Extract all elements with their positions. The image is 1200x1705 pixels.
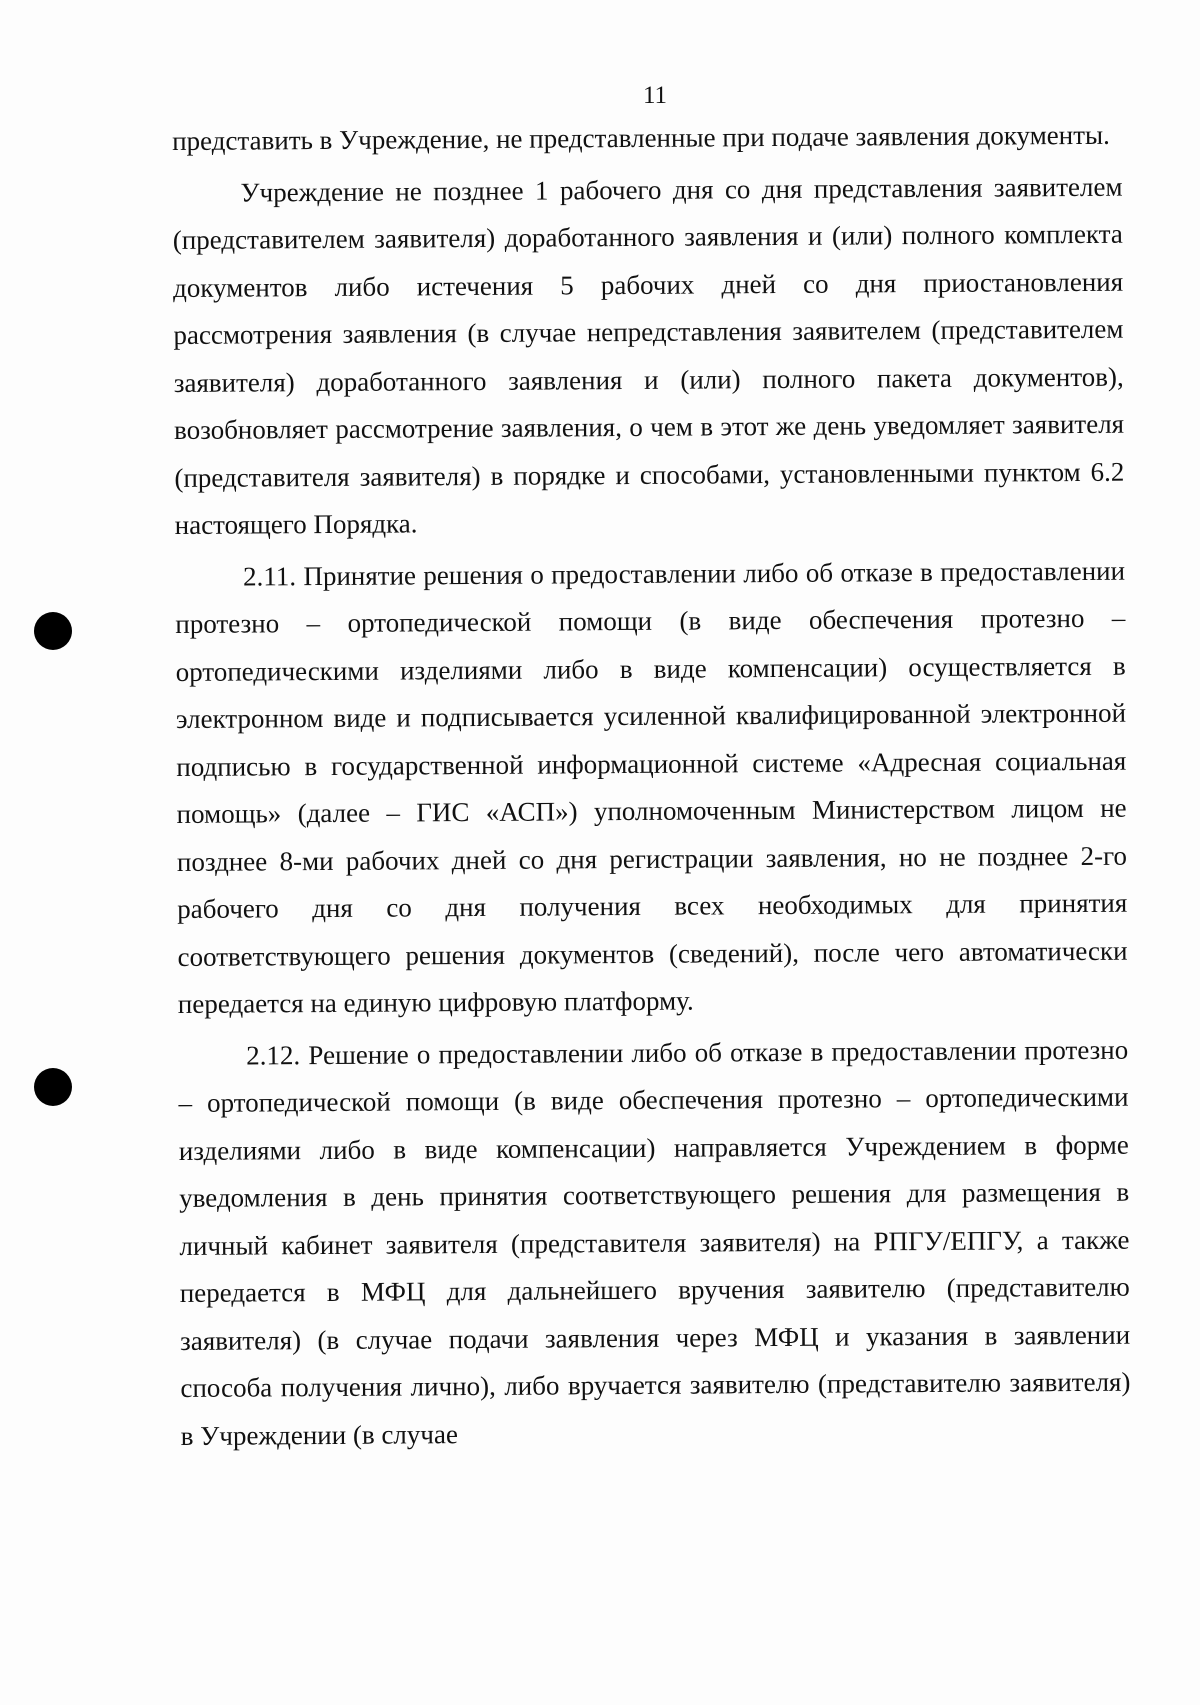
paragraph-2-12: 2.12. Решение о предоставлении либо об отказе в предоставлении протезно – ортопедической помощи (в виде обеспечения протезно – ортопедическими изделиями либо в виде компенсации) направляется Учреждением в форме уведомления в день принятия соответствующего решения для размещения в личный кабинет заявителя (представителя заявителя) на РПГУ/ЕПГУ, а также передается в МФЦ для дальнейшего вручения заявителю (представителю заявителя) (в случае подачи заявления через МФЦ и указания в заявлении способа получения лично), либо вручается заявителю (представителю заявителя) в Учреждении (в случае: [178, 1034, 1131, 1451]
page-number: 11: [642, 82, 668, 109]
document-body: [172, 112, 1131, 1464]
paragraph-2-11: 2.11. Принятие решения о предоставлении либо об отказе в предоставлении протезно – ортопедической помощи (в виде обеспечения протезно – ортопедическими изделиями либо в виде компенсации) осуществляется в электронном виде и подписывается усиленной квалифицированной электронной подписью в государственной информационной системе «Адресная социальная помощь» (далее – ГИС «АСП») уполномоченным Министерством лицом не позднее 8-ми рабочих дней со дня регистрации заявления, но не позднее 2-го рабочего дня со дня получения всех необходимых для принятия соответствующего решения документов (сведений), после чего автоматически передается на единую цифровую платформу.: [175, 555, 1128, 1019]
punch-hole-mark: [34, 1068, 72, 1106]
paragraph: Учреждение не позднее 1 рабочего дня со дня представления заявителем (представителем заявителя) доработанного заявления и (или) полного комплекта документов либо истечения 5 рабочих дней со дня приостановления рассмотрения заявления (в случае непредставления заявителем (представителем заявителя) доработанного заявления и (или) полного пакета документов), возобновляет рассмотрение заявления, о чем в этот же день уведомляет заявителя (представителя заявителя) в порядке и способами, установленными пунктом 6.2 настоящего Порядка.: [172, 171, 1125, 540]
paragraph-continuation: представить в Учреждение, не представленные при подаче заявления документы.: [172, 119, 1110, 156]
punch-hole-mark: [34, 612, 72, 650]
